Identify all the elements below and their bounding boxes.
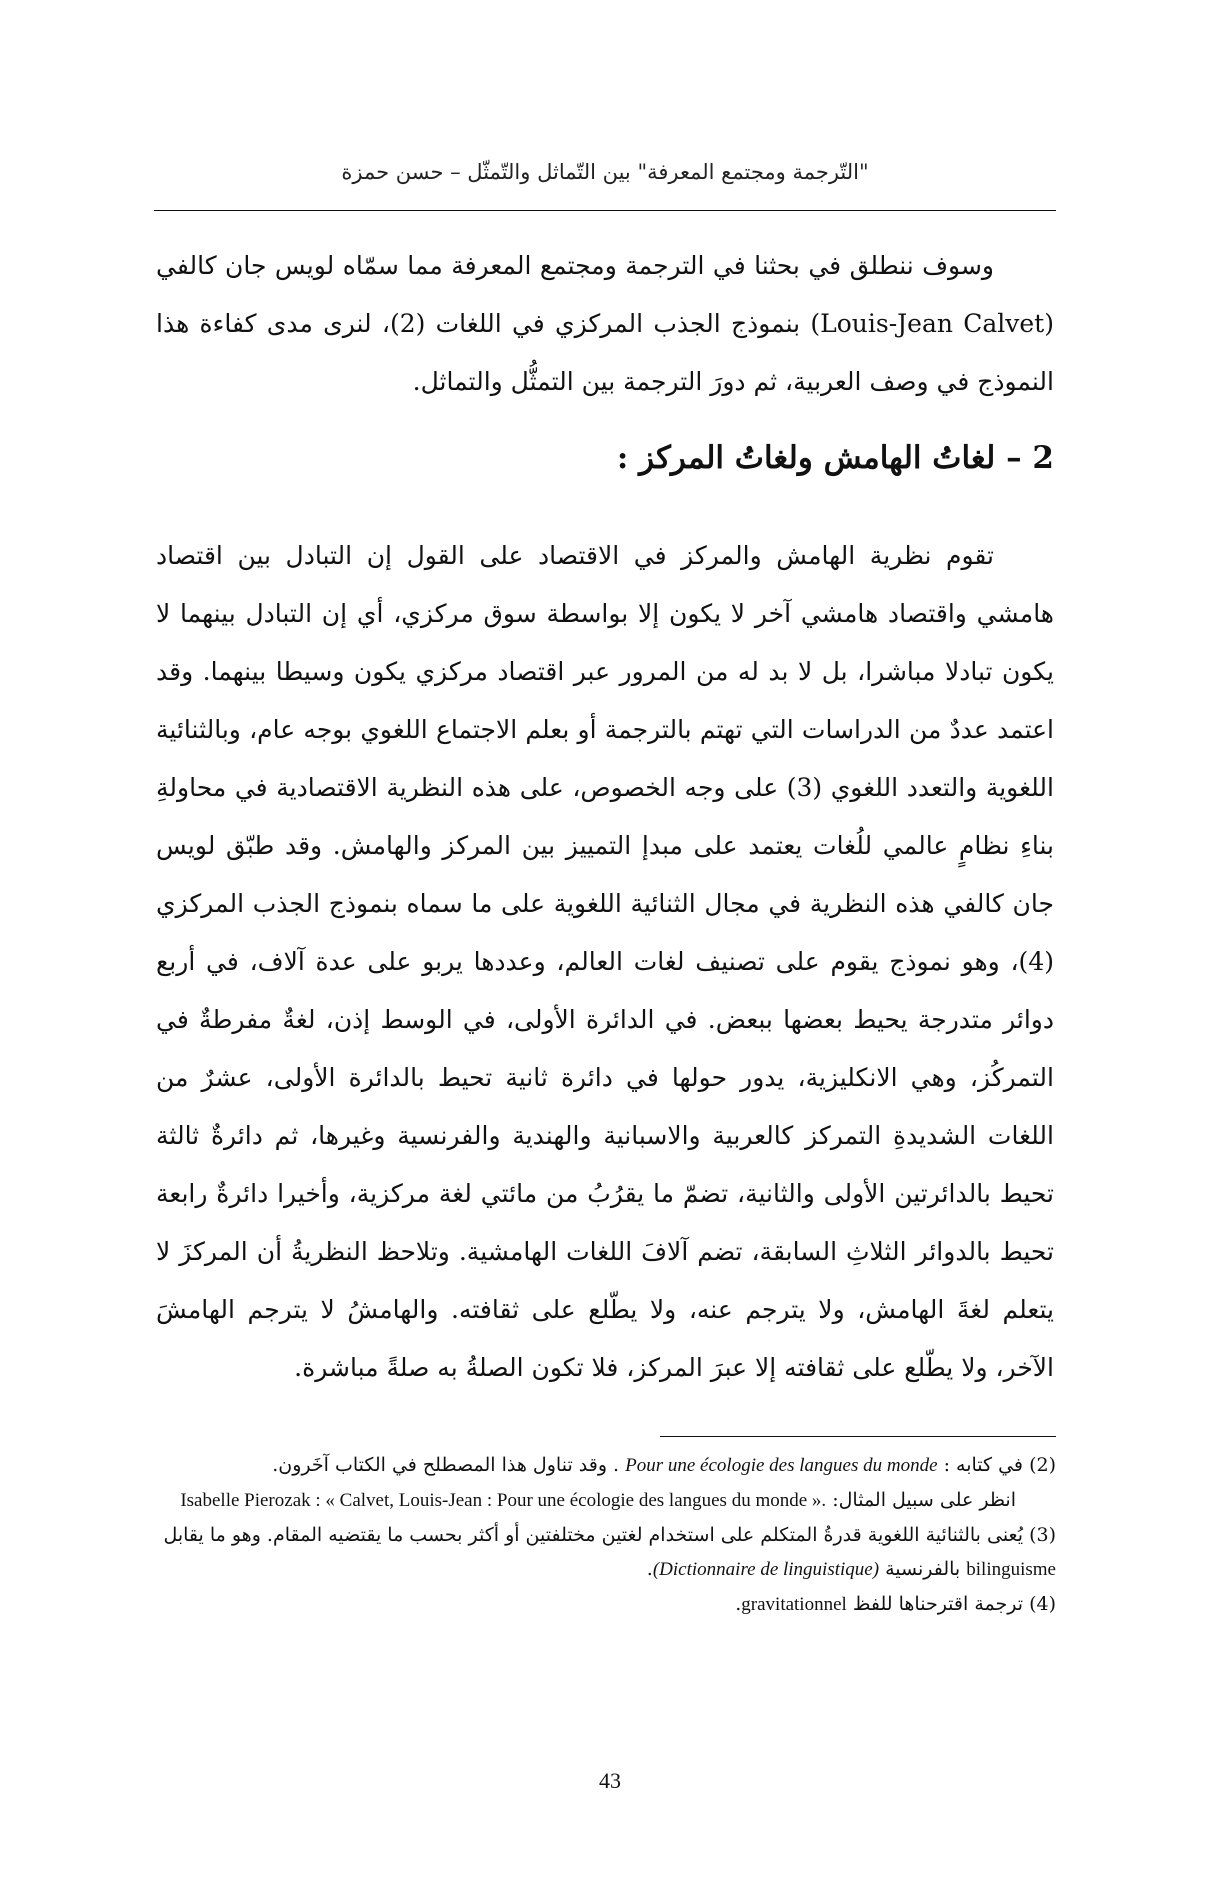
paragraph-intro [156, 237, 1054, 411]
footnote-2-reference [156, 1483, 1056, 1518]
footnote-2-see-also: انظر على سبيل المثال: [832, 1489, 1016, 1511]
footnote-2-title: Pour une écologie des langues du monde [625, 1455, 938, 1476]
footnote-2-citation: Isabelle Pierozak : « Calvet, Louis-Jean : Pour une écologie des langues du monde ». [180, 1490, 827, 1511]
footnote-2-suffix: . وقد تناول هذا المصطلح في الكتاب آخَرون. [272, 1454, 620, 1476]
paragraph-intro-text: وسوف ننطلق في بحثنا في الترجمة ومجتمع المعرفة مما سمّاه لويس جان كالفي (Louis-Jean Calvet) بنموذج الجذب المركزي في اللغات (2)، لنرى مدى كفاءة هذا النموذج في وصف العربية، ثم دورَ الترجمة بين التمثُّل والتماثل. [156, 251, 1054, 396]
paragraph-theory-text: تقوم نظرية الهامش والمركز في الاقتصاد على القول إن التبادل بين اقتصاد هامشي واقتصاد هامشي آخر لا يكون إلا بواسطة سوق مركزي، أي إن التبادل بينهما لا يكون تبادلا مباشرا، بل لا بد له من المرور عبر اقتصاد مركزي يكون وسيطا بينهما. وقد اعتمد عددٌ من الدراسات التي تهتم بالترجمة أو بعلم الاجتماع اللغوي بوجه عام، وبالثنائية اللغوية والتعدد اللغوي (3) على وجه الخصوص، على هذه النظرية الاقتصادية في محاولةِ بناءِ نظامٍ عالمي للُغات يعتمد على مبدإ التمييز بين المركز والهامش. وقد طبّق لويس جان كالفي هذه النظرية في مجال الثنائية اللغوية على ما سماه بنموذج الجذب المركزي (4)، وهو نموذج يقوم على تصنيف لغات العالم، وعددها يربو على عدة آلاف، في أربع دوائر متدرجة يحيط بعضها ببعض. في الدائرة الأولى، في الوسط إذن، لغةٌ مفرطةٌ في التمركُز، وهي الانكليزية، يدور حولها في دائرة ثانية تحيط بالدائرة الأولى، عشرٌ من اللغات الشديدةِ التمركز كالعربية والاسبانية والهندية والفرنسية وغيرها، ثم دائرةٌ ثالثة تحيط بالدائرتين الأولى والثانية، تضمّ ما يقرُبُ من مائتي لغة مركزية، وأخيرا دائرةٌ رابعة تحيط بالدوائر الثلاثِ السابقة، تضم آلافَ اللغات الهامشية. وتلاحظ النظريةُ أن المركزَ لا يتعلم لغةَ الهامش، ولا يترجم عنه، ولا يطّلع على ثقافته. والهامشُ لا يترجم الهامشَ الآخر، ولا يطّلع على ثقافته إلا عبرَ المركز، فلا تكون الصلةُ به صلةً مباشرة. [156, 541, 1054, 1382]
footnote-4-text: ترجمة اقترحناها للفظ [852, 1593, 1024, 1615]
footnote-2 [156, 1448, 1056, 1518]
section-heading: 2 – لغاتُ الهامش ولغاتُ المركز : [616, 440, 1054, 476]
footnote-2-number: (2) [1029, 1454, 1056, 1476]
paragraph-theory [156, 527, 1054, 1397]
footnote-2-prefix: في كتابه : [943, 1454, 1024, 1476]
footnote-3-source: (Dictionnaire de linguistique) [652, 1559, 880, 1580]
footnote-3-term: bilinguisme [966, 1559, 1056, 1580]
footnote-3-language: بالفرنسية [885, 1558, 961, 1580]
running-head: "التّرجمة ومجتمع المعرفة" بين التّماثل والتّمثّل – حسن حمزة [341, 160, 869, 184]
footnote-4-term: gravitationnel [741, 1594, 847, 1615]
footnote-3-text: يُعنى بالثنائية اللغوية قدرةُ المتكلم على استخدام لغتين مختلفتين أو أكثر بحسب ما يقتضيه المقام. وهو ما يقابل [163, 1524, 1024, 1546]
page-number: 43 [599, 1768, 621, 1793]
footnote-4-number: (4) [1029, 1593, 1056, 1615]
footnote-4: (4) ترجمة اقترحناها للفظ gravitationnel. [735, 1593, 1056, 1615]
footnote-3-number: (3) [1029, 1524, 1056, 1546]
footnote-rule [660, 1436, 1056, 1437]
header-rule [154, 210, 1056, 211]
footnote-3: (3) يُعنى بالثنائية اللغوية قدرةُ المتكلم على استخدام لغتين مختلفتين أو أكثر بحسب ما يقتضيه المقام. وهو ما يقابل bilinguisme بالفرنسية (Dictionnaire de linguistique). [163, 1524, 1056, 1580]
footnotes [156, 1448, 1056, 1622]
